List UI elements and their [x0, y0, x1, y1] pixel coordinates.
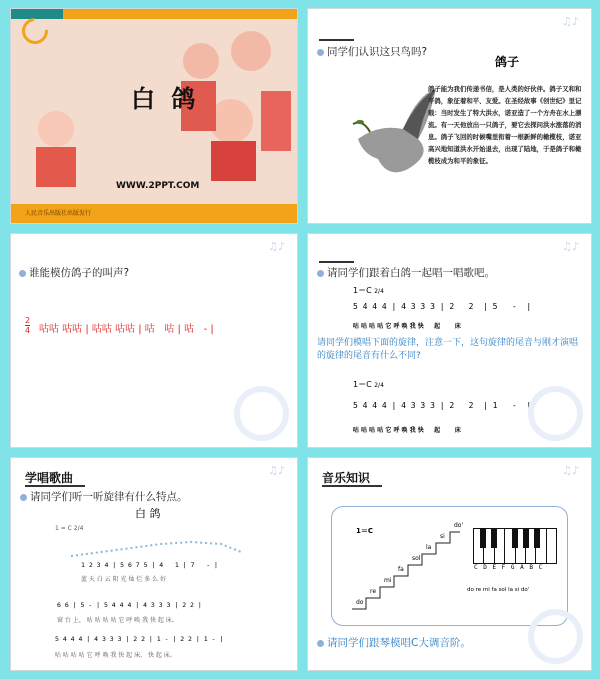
solfege-step-5: la: [426, 544, 432, 551]
key-text: 1＝C: [353, 380, 372, 389]
song-key: 1 = C 2/4: [55, 525, 84, 532]
time-signature: [25, 316, 30, 335]
melody-lyrics-2: 咕 咕 咕 咕 它 呼 唤 我 快 起 床: [353, 427, 461, 434]
melody-lyrics-1: 咕 咕 咕 咕 它 呼 唤 我 快 起 床: [353, 323, 461, 330]
music-note-icon: ♫♪: [562, 464, 579, 477]
meter-text: 2/4: [374, 382, 384, 389]
time-bottom: 4: [25, 326, 31, 335]
melody-question: 请同学们模唱下面的旋律，注意一下，这句旋律的尾音与刚才演唱的旋律的尾音有什么不同?: [317, 338, 579, 361]
keys-label: C D E F G A B C: [474, 564, 544, 571]
music-note-icon: ♫♪: [562, 240, 579, 253]
score-line-1: 1 2 3 4 | 5 6 7 5 | 4 1 | 7 - |: [81, 561, 218, 569]
solfege-step-4: sol: [412, 555, 421, 562]
section-heading: 学唱歌曲: [25, 471, 74, 485]
score-line-2: 6 6 | 5 - | 5 4 4 4 | 4 3 3 3 | 2 2 |: [57, 601, 202, 609]
time-top: 2: [25, 316, 31, 325]
question-text: 同学们认识这只鸟吗?: [317, 44, 427, 59]
solfege-step-6: si: [440, 533, 445, 540]
instruction-text: 请同学们跟琴模唱C大调音阶。: [317, 635, 471, 650]
rhythm-slide[interactable]: [10, 233, 298, 448]
solfege-step-2: mi: [384, 577, 392, 584]
title-rule: [319, 261, 354, 263]
watermark-logo: [528, 386, 583, 441]
watermark-logo: [234, 386, 289, 441]
heading-rule: [322, 485, 382, 487]
cover-title: 白 鸽: [131, 85, 200, 113]
dove-heading: 鸽子: [495, 55, 520, 69]
key-signature-2: [353, 379, 384, 390]
melody-notes-2: 5 4 4 4 | 4 3 3 3 | 2 2 | 1 - |: [353, 401, 532, 410]
dove-illustration: [348, 84, 438, 184]
music-note-icon: ♫♪: [268, 464, 285, 477]
instruction-text: 请同学们跟着白鸽一起唱一唱歌吧。: [317, 265, 495, 280]
key-signature: [353, 285, 384, 296]
melody-notes-1: 5 4 4 4 | 4 3 3 3 | 2 2 | 5 - |: [353, 302, 532, 311]
music-knowledge-slide[interactable]: [307, 457, 592, 671]
question-text: 谁能模仿鸽子的叫声?: [19, 265, 129, 280]
solfege-step-1: re: [370, 588, 377, 595]
title-rule: [319, 39, 354, 41]
lyric-line-2: 窗 台 上， 咕 咕 咕 咕 它 呼 唤 我 快 起 床。: [57, 617, 178, 624]
melody-slide[interactable]: [307, 233, 592, 448]
piano-keyboard: [473, 528, 557, 562]
scale-key: 1＝C: [356, 527, 374, 535]
publisher-bar: [11, 204, 298, 224]
section-heading: 音乐知识: [322, 471, 371, 485]
meter-text: 2/4: [374, 288, 384, 295]
dove-paragraph: 鸽子能为我们传递书信，是人类的好伙伴。鸽子又和和平鸽，象征着和平、友爱。在圣经故事《创世纪》里记载：当时发生了特大洪水，诺亚造了一个方舟在水上漂流。有一天他放出一只鸽子，要它去探问洪水涨落的消息。鸽子飞回的时候嘴里衔着一根新鲜的橄榄枝，诺亚高兴地知道洪水开始退去，出现了陆地，于是鸽子和橄榄枝成为和平的象征。: [428, 85, 582, 165]
cover-slide[interactable]: [10, 8, 298, 224]
solfege-step-3: fa: [398, 566, 404, 573]
solfege-step-7: do': [454, 522, 464, 529]
song-title: 白 鸽: [135, 507, 161, 520]
watermark-logo: [528, 609, 583, 664]
key-text: 1＝C: [353, 286, 372, 295]
lyric-line-1: 蓝 天 白 云 阳 光 灿 烂 多 么 好: [81, 576, 167, 583]
heading-rule: [25, 485, 85, 487]
score-line-3: 5 4 4 4 | 4 3 3 3 | 2 2 | 1 - | 2 2 | 1 - |: [55, 635, 224, 643]
music-note-icon: ♫♪: [562, 15, 579, 28]
lyric-line-3: 咕 咕 咕 咕 它 呼 唤 我 快 起 床， 快 起 床。: [55, 652, 176, 659]
rhythm-line: 咕咕 咕咕 | 咕咕 咕咕 | 咕 咕 | 咕 - |: [39, 324, 214, 335]
instruction-text: 请同学们听一听旋律有什么特点。: [20, 489, 188, 504]
publisher-text: 人民音乐出版社出版发行: [25, 210, 92, 217]
names-label: do re mi fa sol la si do': [467, 587, 530, 593]
child-left-illustration: [16, 69, 116, 189]
melody-contour: [71, 538, 271, 558]
solfege-step-0: do: [356, 599, 364, 606]
scale-panel: [331, 506, 568, 626]
learn-song-slide[interactable]: [10, 457, 298, 671]
scale-staircase: [352, 521, 462, 611]
music-note-icon: ♫♪: [268, 240, 285, 253]
site-url: WWW.2PPT.COM: [116, 181, 200, 191]
dove-intro-slide[interactable]: [307, 8, 592, 224]
